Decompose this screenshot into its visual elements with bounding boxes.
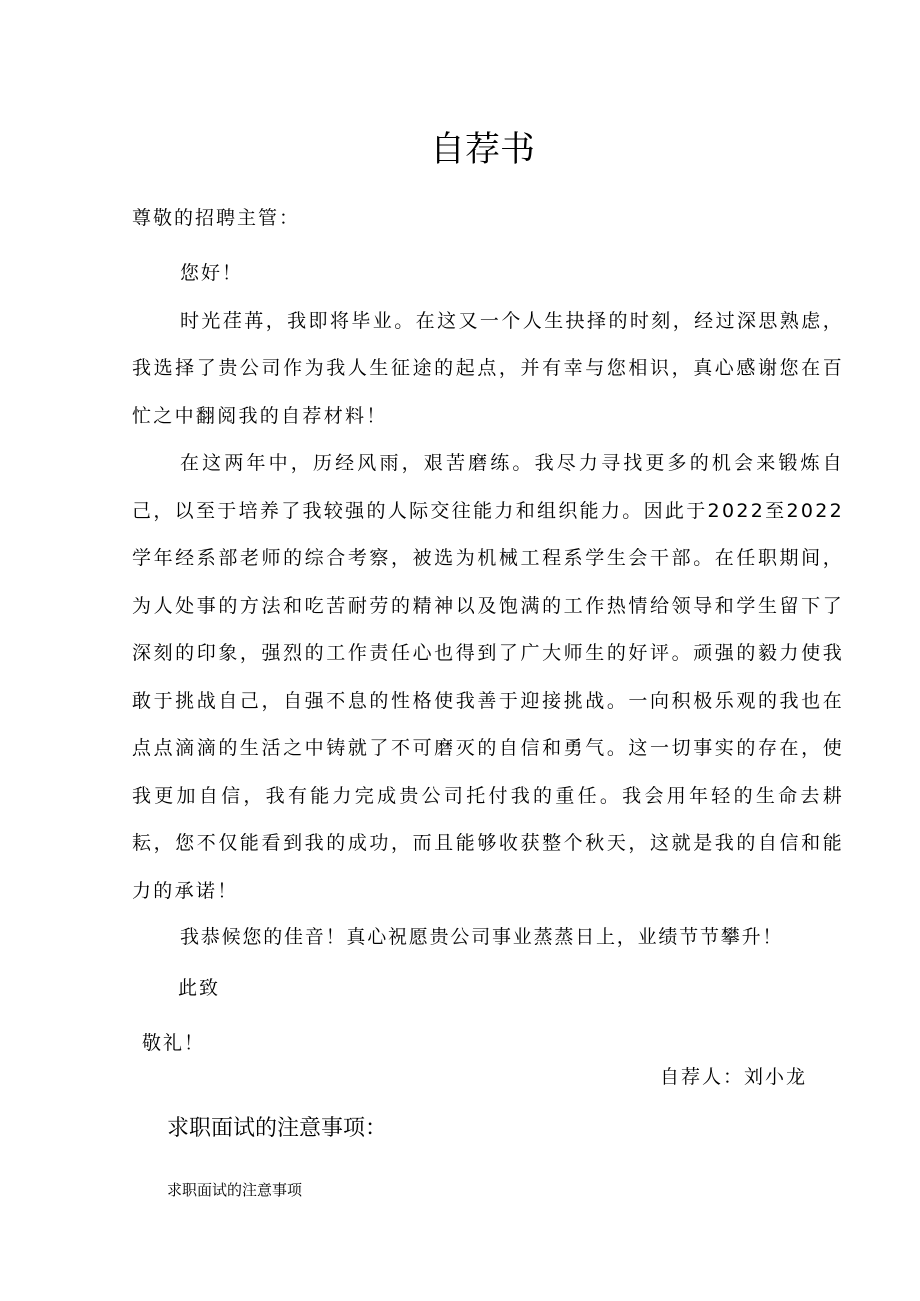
salutation: 尊敬的招聘主管： <box>132 207 301 229</box>
letter-body <box>132 250 844 915</box>
paragraph-experience: 在这两年中，历经风雨，艰苦磨练。我尽力寻找更多的机会来锻炼自己，以至于培养了我较强的人际交往能力和组织能力。因此于2022至2022学年经系部老师的综合考察，被选为机械工程系学生会干部。在任职期间，为人处事的方法和吃苦耐劳的精神以及饱满的工作热情给领导和学生留下了深刻的印象，强烈的工作责任心也得到了广大师生的好评。顽强的毅力使我敢于挑战自己，自强不息的性格使我善于迎接挑战。一向积极乐观的我也在点点滴滴的生活之中铸就了不可磨灭的自信和勇气。这一切事实的存在，使我更加自信，我有能力完成贵公司托付我的重任。我会用年轻的生命去耕耘，您不仅能看到我的成功，而且能够收获整个秋天，这就是我的自信和能力的承诺！ <box>132 452 844 902</box>
greeting: 您好！ <box>180 262 244 284</box>
signature: 自荐人：刘小龙 <box>660 1066 808 1088</box>
document-title: 自荐书 <box>429 130 535 170</box>
section-subheading: 求职面试的注意事项 <box>167 1181 303 1199</box>
closing-line: 我恭候您的佳音！真心祝愿贵公司事业蒸蒸日上，业绩节节攀升！ <box>180 926 784 948</box>
section-heading: 求职面试的注意事项： <box>167 1116 388 1141</box>
paragraph-intro: 时光荏苒，我即将毕业。在这又一个人生抉择的时刻，经过深思熟虑，我选择了贵公司作为我人生征途的起点，并有幸与您相识，真心感谢您在百忙之中翻阅我的自荐材料！ <box>132 309 844 427</box>
closing-jingli: 敬礼！ <box>142 1032 206 1054</box>
closing-cizhi: 此致 <box>178 977 221 999</box>
